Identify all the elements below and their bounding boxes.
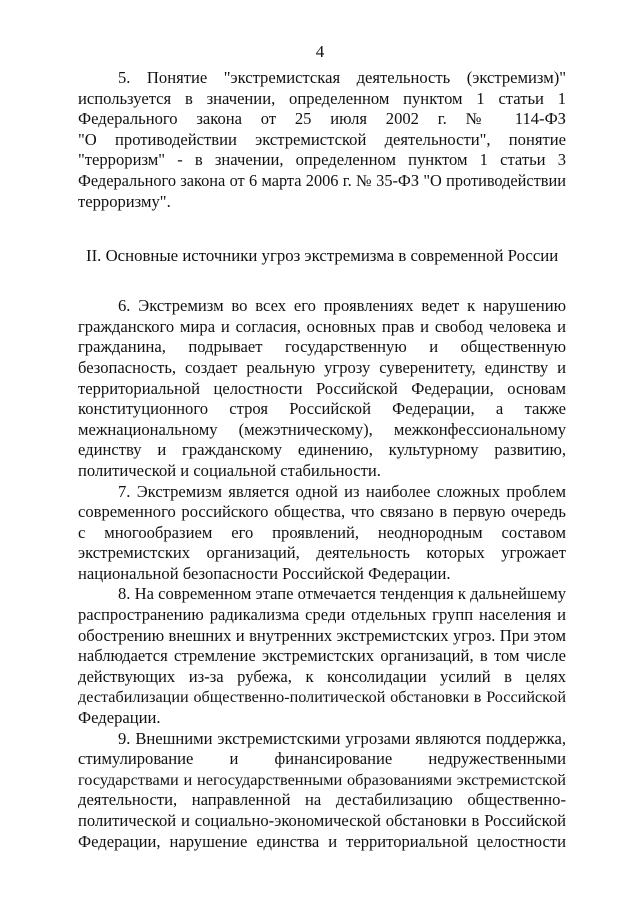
text-line: национальной безопасности Российской Федерации.: [78, 563, 451, 583]
text-line: государствами и негосударственными образованиями экстремистской: [78, 769, 566, 789]
text-line: используется в значении, определенном пунктом 1 статьи 1: [78, 88, 566, 108]
text-line: Федерации.: [78, 708, 161, 728]
paragraph-8: [78, 584, 566, 728]
text-line: Федерации, нарушение единства и территориальной целостности: [78, 831, 566, 851]
text-line: деятельности, направленной на дестабилизацию общественно-: [78, 790, 566, 810]
paragraph-9: [78, 729, 566, 853]
text-line: с многообразием его проявлений, неоднородным составом: [78, 522, 566, 542]
text-line: единству и гражданскому единению, культурному развитию,: [78, 440, 566, 460]
text-line: межнациональному (межэтническому), межконфессиональному: [78, 419, 566, 439]
text-line: экстремистских организаций, деятельность которых угрожает: [78, 543, 566, 563]
text-line: "О противодействии экстремистской деятельности", понятие: [78, 129, 566, 149]
section-heading: II. Основные источники угроз экстремизма в современной России: [86, 246, 559, 266]
text-line: политической и социально-экономической обстановки в Российской: [78, 811, 566, 830]
text-line: гражданского мира и согласия, основных прав и свобод человека и: [78, 316, 566, 336]
text-line: современного российского общества, что связано в первую очередь: [78, 502, 566, 522]
text-line: терроризму".: [78, 191, 171, 211]
text-line: конституционного строя Российской Федерации, а также: [78, 399, 566, 419]
text-line: безопасность, создает реальную угрозу суверенитету, единству и: [78, 357, 566, 377]
text-line: территориальной целостности Российской Федерации, основам: [78, 378, 566, 398]
text-line: 5. Понятие "экстремистская деятельность (экстремизм)": [118, 68, 566, 87]
text-line: 6. Экстремизм во всех его проявлениях ведет к нарушению: [118, 296, 566, 316]
paragraph-7: [78, 482, 566, 585]
text-line: 7. Экстремизм является одной из наиболее сложных проблем: [118, 481, 566, 501]
paragraph-6: [78, 296, 566, 481]
text-line: стимулирование и финансирование недружественными: [78, 749, 566, 769]
page-number: 4: [315, 42, 325, 61]
text-line: Федерального закона от 25 июля 2002 г. № 114-ФЗ: [78, 109, 566, 129]
text-line: политической и социальной стабильности.: [78, 460, 381, 480]
text-line: гражданина, подрывает государственную и общественную: [78, 337, 566, 357]
text-line: распространению радикализма среди отдельных групп населения и: [78, 605, 566, 625]
text-line: дестабилизации общественно-политической обстановки в Российской: [78, 688, 566, 707]
document-body: [78, 68, 566, 852]
text-line: 9. Внешними экстремистскими угрозами являются поддержка,: [118, 728, 566, 748]
text-line: действующих из-за рубежа, к консолидации усилий в целях: [78, 666, 566, 686]
paragraph-5: [78, 68, 566, 212]
text-line: "терроризм" - в значении, определенном пунктом 1 статьи 3: [78, 150, 566, 170]
text-line: обострению внешних и внутренних экстремистских угроз. При этом: [78, 625, 566, 645]
text-line: 8. На современном этапе отмечается тенденция к дальнейшему: [118, 584, 566, 604]
text-line: Федерального закона от 6 марта 2006 г. № 35-ФЗ "О противодействии: [78, 170, 566, 190]
text-line: наблюдается стремление экстремистских организаций, в том числе: [78, 646, 566, 666]
